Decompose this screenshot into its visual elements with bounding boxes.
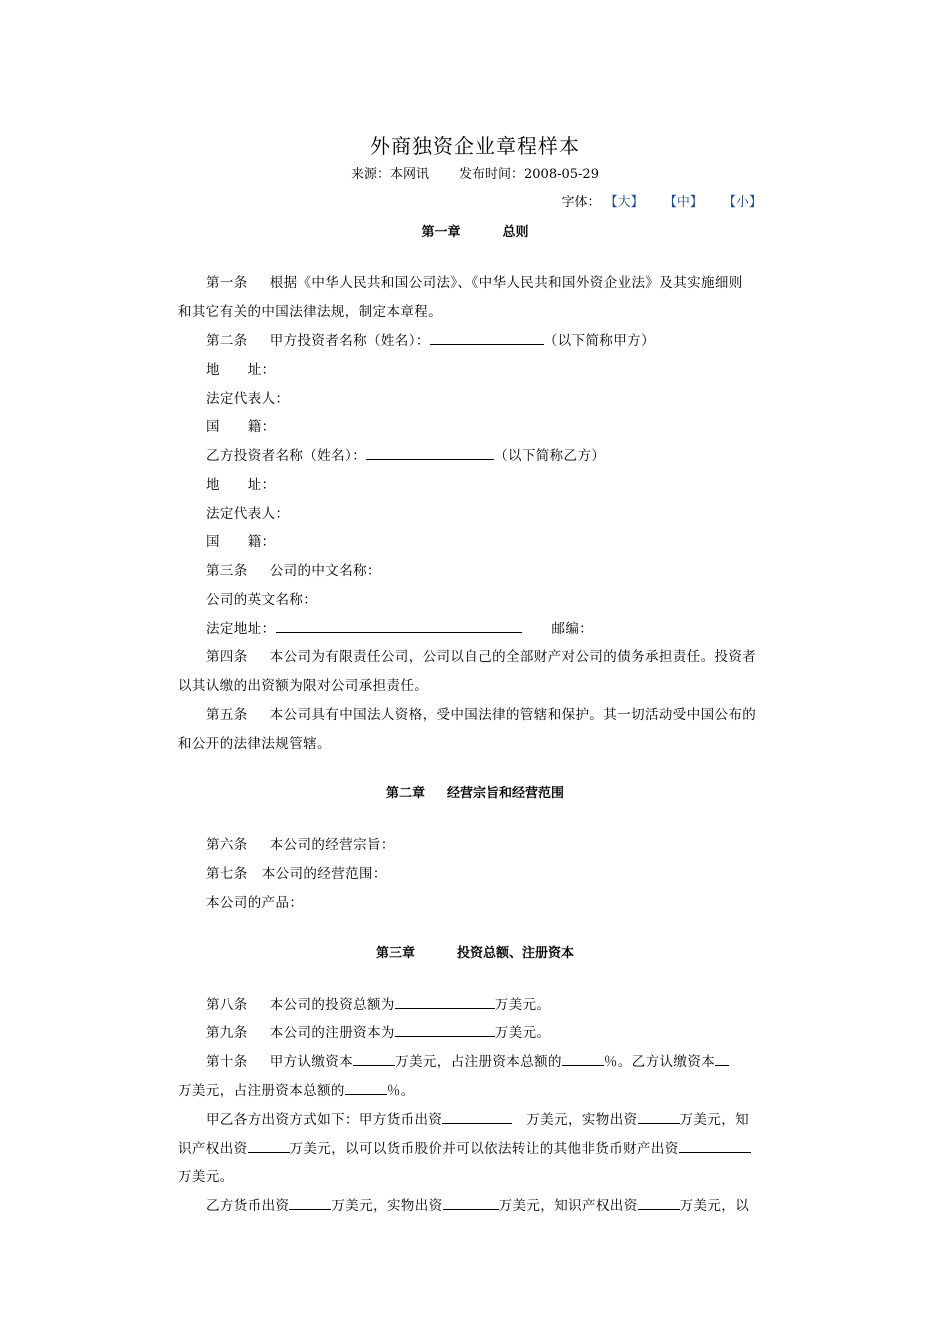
font-large-link[interactable]: 【大】 <box>604 195 644 210</box>
font-size-label: 字体： <box>561 195 601 210</box>
party-b-suffix: （以下简称乙方） <box>494 448 606 464</box>
party-a-nationality: 国 籍： <box>206 419 276 435</box>
party-a-suffix: （以下简称甲方） <box>543 333 655 349</box>
article-text: 万美元，以可以货币股价并可以依法转让的其他非货币财产出资 <box>289 1141 679 1157</box>
font-medium-link[interactable]: 【中】 <box>663 195 703 210</box>
article-text: 本公司的经营宗旨： <box>269 837 395 853</box>
unit-text: 万美元。 <box>494 997 551 1013</box>
article-6 <box>206 833 395 853</box>
chapter-2-number: 第二章 <box>385 786 425 801</box>
party-a-name-label: 甲方投资者名称（姓名）： <box>269 333 430 349</box>
party-b-address: 地 址： <box>206 477 276 493</box>
article-label: 第十条 <box>206 1054 248 1070</box>
chapter-3-number: 第三章 <box>375 946 415 961</box>
article-text: 万美元，占注册资本总额的 <box>178 1083 345 1099</box>
article-meta <box>0 163 950 182</box>
article-label: 第六条 <box>206 837 248 853</box>
article-text: 公司的中文名称： <box>269 563 381 579</box>
party-b-nationality: 国 籍： <box>206 534 276 550</box>
article-5-line-2: 和公开的法律法规管辖。 <box>178 736 331 752</box>
legal-address-label: 法定地址： <box>206 621 276 637</box>
products: 本公司的产品： <box>206 895 304 911</box>
article-text: 万美元，知 <box>679 1112 750 1128</box>
party-a-name-blank <box>430 332 544 345</box>
article-4-line-1 <box>206 645 756 665</box>
blank <box>289 1197 331 1210</box>
article-text: 万美元，以 <box>679 1198 750 1214</box>
article-4-line-2: 以其认缴的出资额为限对公司承担责任。 <box>178 678 429 694</box>
article-text: 万美元，占注册资本总额的 <box>395 1054 562 1070</box>
article-label: 第八条 <box>206 997 248 1013</box>
article-text: 本公司具有中国法人资格，受中国法律的管辖和保护。其一切活动受中国公布的 <box>269 707 757 723</box>
contribution-line-1 <box>206 1108 749 1128</box>
chapter-3-heading <box>0 942 950 961</box>
font-small-link[interactable]: 【小】 <box>722 195 762 210</box>
party-b-name-blank <box>366 447 494 460</box>
article-text: 甲方认缴资本 <box>269 1054 354 1070</box>
contribution-line-2 <box>178 1137 751 1157</box>
article-text: ％。 <box>386 1083 415 1099</box>
blank <box>353 1053 395 1066</box>
article-5-line-1 <box>206 703 756 723</box>
registered-capital-blank <box>395 1024 495 1037</box>
unit-text: 万美元。 <box>494 1025 551 1041</box>
party-b-representative: 法定代表人： <box>206 506 290 522</box>
chapter-2-heading <box>0 782 950 801</box>
article-label: 第二条 <box>206 333 248 349</box>
article-text: 本公司为有限责任公司，公司以自己的全部财产对公司的债务承担责任。投资者 <box>269 649 757 665</box>
publish-date: 发布时间：2008-05-29 <box>459 167 599 182</box>
article-text: 甲乙各方出资方式如下：甲方货币出资 <box>206 1112 443 1128</box>
article-10-line-2 <box>178 1079 415 1099</box>
contribution-line-3: 万美元。 <box>178 1169 234 1185</box>
blank <box>638 1197 680 1210</box>
chapter-3-title: 投资总额、注册资本 <box>457 946 575 961</box>
article-10-line-1 <box>206 1050 729 1070</box>
chapter-1-title: 总则 <box>502 225 529 240</box>
article-label: 第九条 <box>206 1025 248 1041</box>
blank <box>442 1111 512 1124</box>
article-text: 万美元，实物出资 <box>331 1198 443 1214</box>
article-label: 第四条 <box>206 649 248 665</box>
article-text: 乙方货币出资 <box>206 1198 290 1214</box>
article-3 <box>206 559 381 579</box>
postcode-label: 邮编： <box>551 621 594 637</box>
blank <box>562 1053 604 1066</box>
legal-address-blank <box>276 620 522 633</box>
blank <box>715 1053 729 1066</box>
english-name: 公司的英文名称： <box>206 592 318 608</box>
blank <box>638 1111 680 1124</box>
blank <box>679 1140 751 1153</box>
article-text: 本公司的注册资本为 <box>269 1025 395 1041</box>
article-8 <box>206 993 550 1013</box>
blank <box>248 1140 290 1153</box>
article-1-line-1 <box>206 271 743 291</box>
article-text: 万美元，知识产权出资 <box>498 1198 638 1214</box>
chapter-1-heading <box>0 221 950 240</box>
article-text: ％。乙方认缴资本 <box>603 1054 716 1070</box>
article-label: 第三条 <box>206 563 248 579</box>
source-text: 来源：本网讯 <box>351 167 430 182</box>
article-label: 第七条 <box>206 866 248 882</box>
party-a-representative: 法定代表人： <box>206 391 290 407</box>
chapter-1-number: 第一章 <box>421 225 461 240</box>
party-b-name-label: 乙方投资者名称（姓名）： <box>206 448 367 464</box>
party-b-name <box>206 444 605 464</box>
legal-address <box>206 617 593 637</box>
article-text: 万美元，实物出资 <box>526 1112 638 1128</box>
article-label: 第五条 <box>206 707 248 723</box>
blank <box>345 1082 387 1095</box>
blank <box>443 1197 499 1210</box>
article-2-party-a <box>206 329 655 349</box>
party-b-contribution <box>206 1194 749 1214</box>
font-size-selector <box>562 191 762 210</box>
article-9 <box>206 1021 550 1041</box>
party-a-address: 地 址： <box>206 362 276 378</box>
article-label: 第一条 <box>206 275 248 291</box>
article-1-line-2: 和其它有关的中国法律法规，制定本章程。 <box>178 304 443 320</box>
page-title: 外商独资企业章程样本 <box>370 134 580 158</box>
article-7 <box>206 862 387 882</box>
article-text: 本公司的经营范围： <box>261 866 387 882</box>
article-text: 根据《中华人民共和国公司法》、《中华人民共和国外资企业法》及其实施细则 <box>269 275 743 291</box>
article-text: 识产权出资 <box>178 1141 248 1157</box>
article-text: 本公司的投资总额为 <box>269 997 395 1013</box>
chapter-2-title: 经营宗旨和经营范围 <box>447 786 565 801</box>
total-investment-blank <box>395 996 495 1009</box>
